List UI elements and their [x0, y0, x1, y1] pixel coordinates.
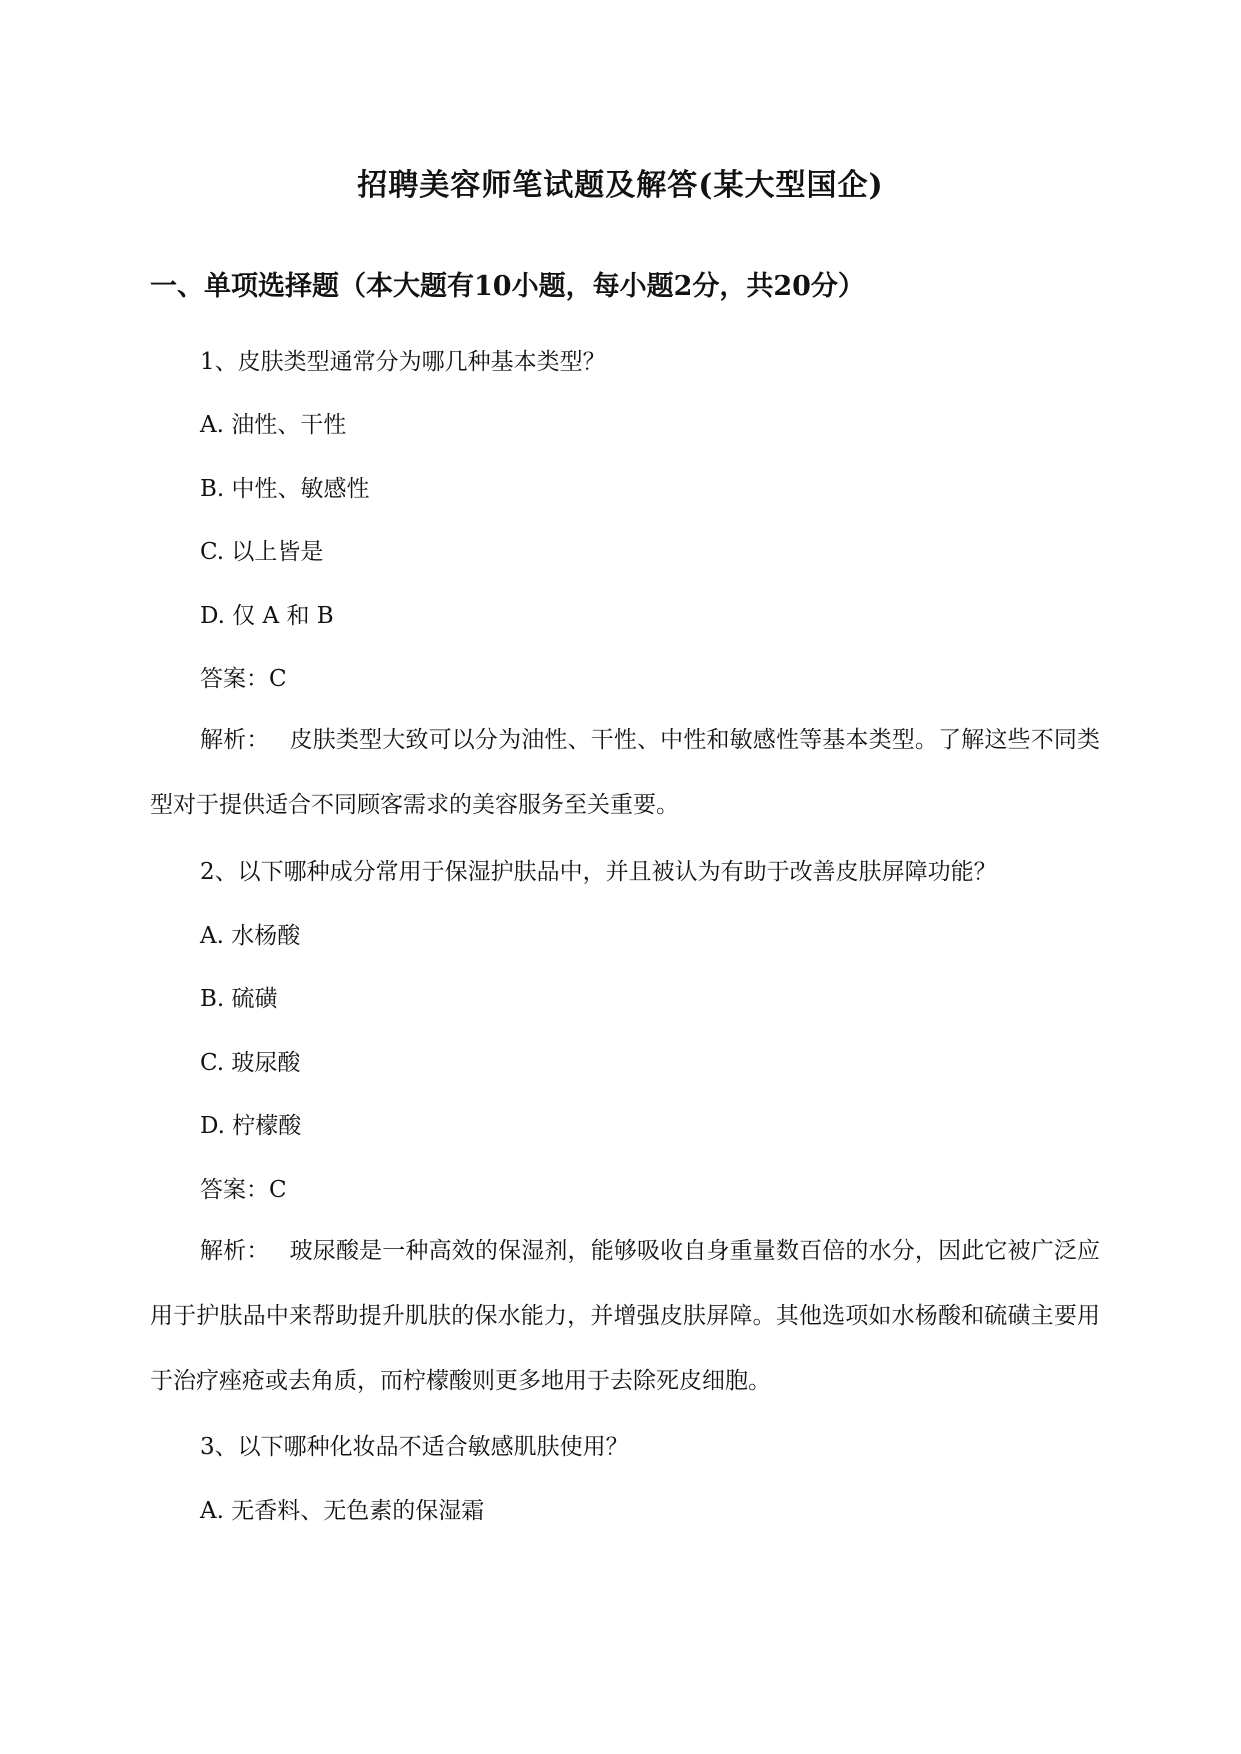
question-1-text: 1、皮肤类型通常分为哪几种基本类型？ [200, 349, 606, 375]
question-3-option-a: A. 无香料、无色素的保湿霜 [200, 1498, 485, 1524]
analysis-text: 玻尿酸是一种高效的保湿剂，能够吸收自身重量数百倍的水分，因此它被广泛应用于护肤品中来帮助提升肌肤的保水能力，并增强皮肤屏障。其他选项如水杨酸和硫磺主要用于治疗痤疮或去角质，而柠檬酸则更多地用于去除死皮细胞。 [150, 1238, 1101, 1394]
question-3-text: 3、以下哪种化妆品不适合敏感肌肤使用？ [200, 1434, 629, 1460]
question-2-option-d: D. 柠檬酸 [200, 1113, 302, 1139]
question-1-option-b: B. 中性、敏感性 [200, 476, 370, 502]
question-2-text: 2、以下哪种成分常用于保湿护肤品中，并且被认为有助于改善皮肤屏障功能？ [200, 859, 997, 885]
question-1-analysis [150, 708, 1100, 838]
document-title: 招聘美容师笔试题及解答(某大型国企) [357, 168, 884, 203]
analysis-text: 皮肤类型大致可以分为油性、干性、中性和敏感性等基本类型。了解这些不同类型对于提供适合不同顾客需求的美容服务至关重要。 [150, 727, 1101, 818]
question-1-answer: 答案：C [200, 666, 287, 692]
question-1-option-a: A. 油性、干性 [200, 412, 347, 438]
question-2-answer: 答案：C [200, 1177, 287, 1203]
section-heading: 一、单项选择题（本大题有10小题，每小题2分，共20分） [150, 271, 865, 302]
analysis-label: 解析： [200, 727, 270, 753]
question-2-analysis [150, 1219, 1100, 1414]
question-1-option-d: D. 仅 A 和 B [200, 603, 334, 629]
analysis-label: 解析： [200, 1238, 270, 1264]
question-2-option-c: C. 玻尿酸 [200, 1050, 301, 1076]
question-1-option-c: C. 以上皆是 [200, 539, 324, 565]
question-2-option-b: B. 硫磺 [200, 986, 278, 1012]
question-2-option-a: A. 水杨酸 [200, 923, 301, 949]
